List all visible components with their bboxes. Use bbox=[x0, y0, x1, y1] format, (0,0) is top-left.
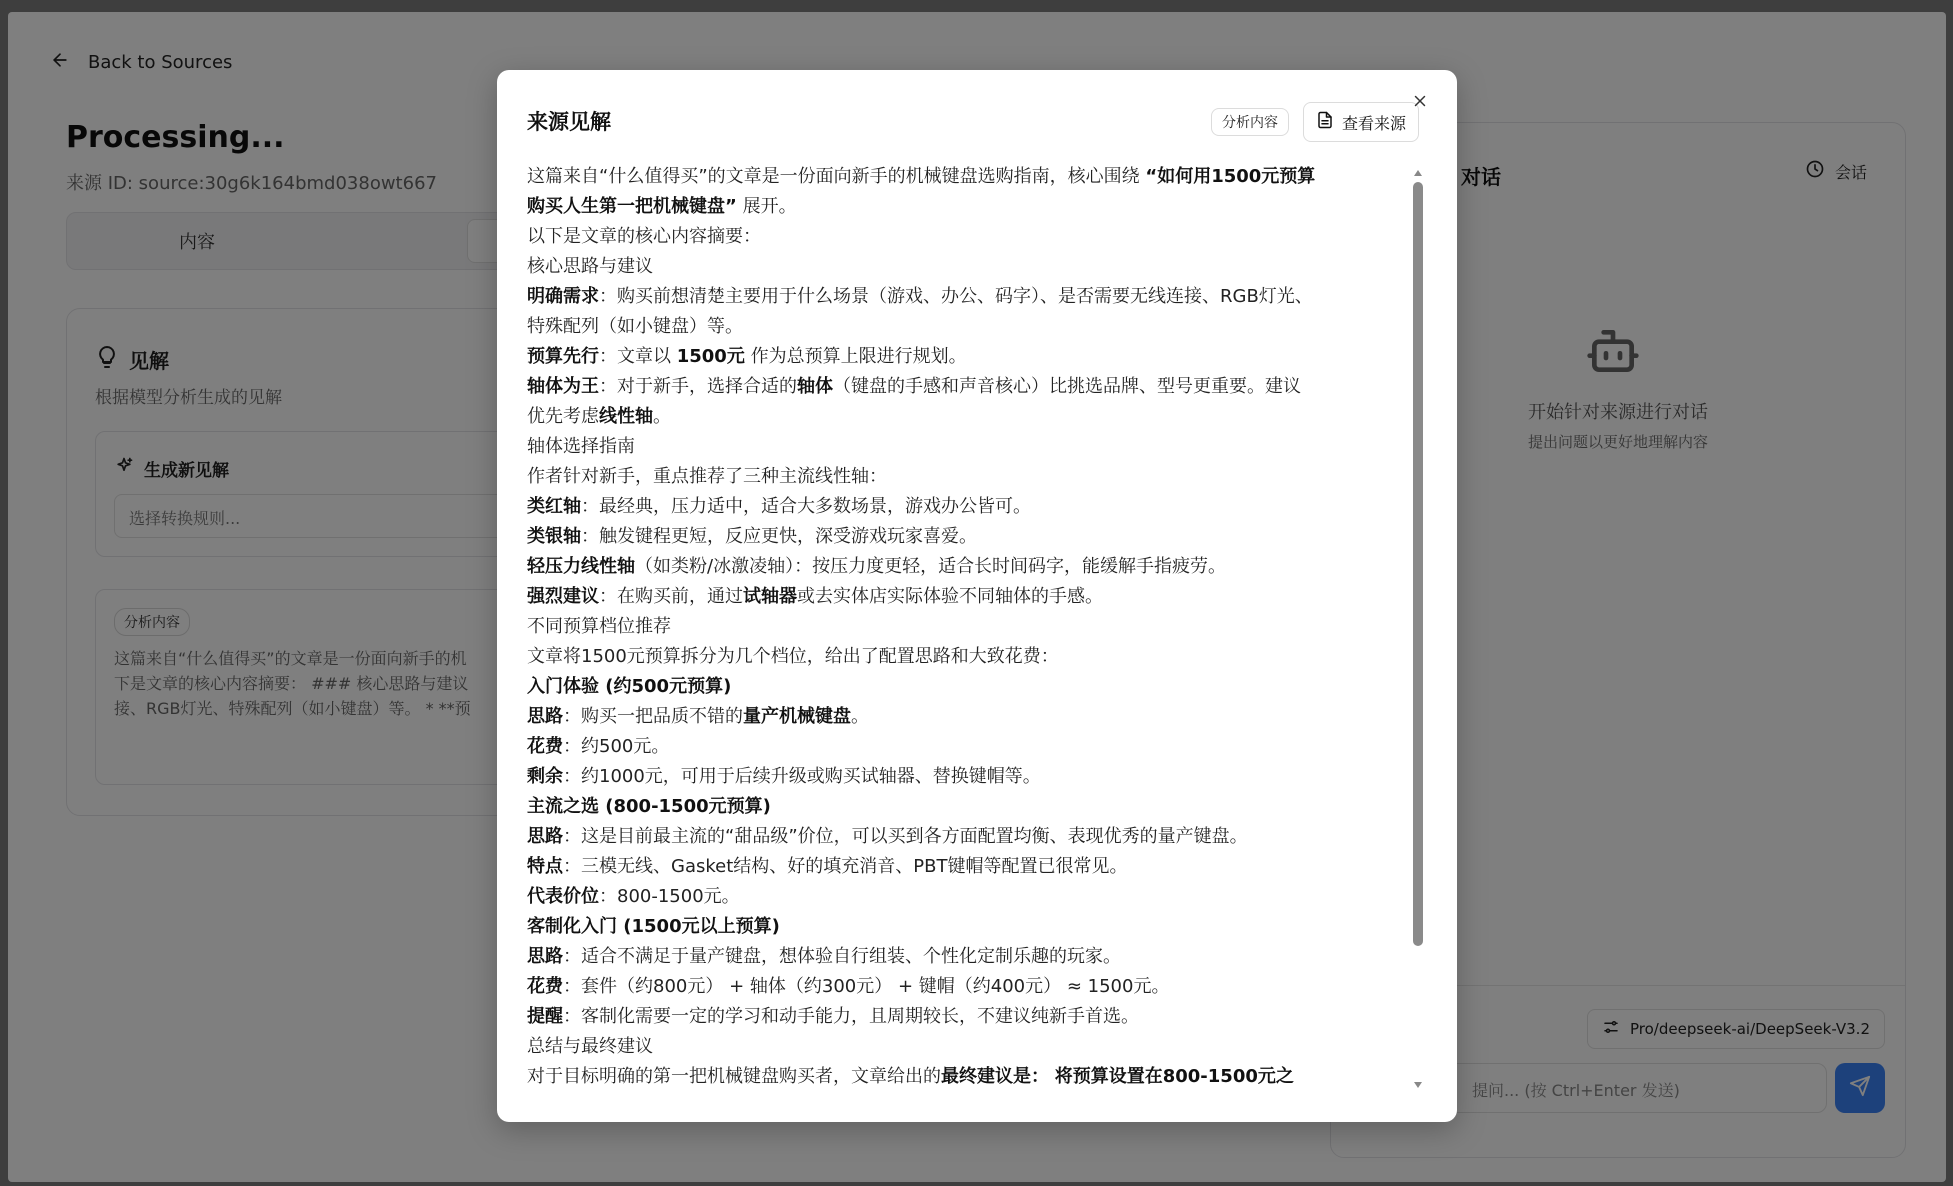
text-run: 。 bbox=[851, 706, 869, 727]
content-line bbox=[527, 462, 1425, 492]
content-line bbox=[527, 552, 1425, 582]
content-line bbox=[527, 792, 1425, 822]
text-run: ：客制化需要一定的学习和动手能力，且周期较长，不建议纯新手首选。 bbox=[563, 1006, 1139, 1027]
file-text-icon bbox=[1316, 111, 1334, 133]
content-line bbox=[527, 252, 1425, 282]
text-run: ：最经典，压力适中，适合大多数场景，游戏办公皆可。 bbox=[581, 496, 1031, 517]
content-line bbox=[527, 612, 1425, 642]
text-run: 展开。 bbox=[736, 196, 797, 217]
content-line bbox=[527, 432, 1425, 462]
text-run: 。 bbox=[653, 406, 671, 427]
scroll-up-arrow-icon[interactable] bbox=[1414, 170, 1422, 176]
content-line bbox=[527, 492, 1425, 522]
text-run: ：约500元。 bbox=[563, 736, 670, 757]
content-line bbox=[527, 942, 1425, 972]
bold-text: 1500元 bbox=[676, 346, 745, 367]
content-line bbox=[527, 642, 1425, 672]
text-run: 优先考虑 bbox=[527, 406, 599, 427]
content-line bbox=[527, 402, 1425, 432]
source-insight-dialog bbox=[497, 70, 1457, 1122]
close-icon bbox=[1411, 92, 1429, 114]
text-run: （如类粉/冰激凌轴）：按压力度更轻，适合长时间码字，能缓解手指疲劳。 bbox=[635, 556, 1227, 577]
text-run: 轴体选择指南 bbox=[527, 436, 635, 457]
text-run: ：约1000元，可用于后续升级或购买试轴器、替换键帽等。 bbox=[563, 766, 1041, 787]
text-run: 特殊配列（如小键盘）等。 bbox=[527, 316, 743, 337]
dialog-title: 来源见解 bbox=[527, 110, 611, 134]
content-line bbox=[527, 1062, 1425, 1092]
bold-text: 将预算设置在800-1500元之 bbox=[1054, 1066, 1294, 1087]
content-line bbox=[527, 852, 1425, 882]
bold-text: 预算先行 bbox=[527, 346, 599, 367]
bold-text: 花费 bbox=[527, 976, 563, 997]
content-line bbox=[527, 972, 1425, 1002]
text-run: ：在购买前，通过 bbox=[599, 586, 743, 607]
scrollbar[interactable] bbox=[1411, 164, 1425, 1092]
content-line bbox=[527, 912, 1425, 942]
text-run: ：适合不满足于量产键盘，想体验自行组装、个性化定制乐趣的玩家。 bbox=[563, 946, 1121, 967]
text-run: 作者针对新手，重点推荐了三种主流线性轴： bbox=[527, 466, 887, 487]
content-line bbox=[527, 672, 1425, 702]
text-run: 作为总预算上限进行规划。 bbox=[744, 346, 967, 367]
text-run: ：这是目前最主流的“甜品级”价位，可以买到各方面配置均衡、表现优秀的量产键盘。 bbox=[563, 826, 1248, 847]
bold-text: 剩余 bbox=[527, 766, 563, 787]
view-source-button[interactable] bbox=[1303, 102, 1419, 142]
bold-text: 思路 bbox=[527, 826, 563, 847]
content-line bbox=[527, 312, 1425, 342]
text-run: ：对于新手，选择合适的 bbox=[599, 376, 797, 397]
content-line bbox=[527, 282, 1425, 312]
text-run: 核心思路与建议 bbox=[527, 256, 653, 277]
bold-text: 类红轴 bbox=[527, 496, 581, 517]
text-run: ：文章以 bbox=[599, 346, 677, 367]
bold-text: 提醒 bbox=[527, 1006, 563, 1027]
text-run: ：触发键程更短，反应更快，深受游戏玩家喜爱。 bbox=[581, 526, 977, 547]
content-line bbox=[527, 522, 1425, 552]
bold-text: 明确需求 bbox=[527, 286, 599, 307]
insight-content bbox=[527, 162, 1425, 1092]
bold-text: 强烈建议 bbox=[527, 586, 599, 607]
bold-text: 轻压力线性轴 bbox=[527, 556, 635, 577]
content-line bbox=[527, 1002, 1425, 1032]
content-line bbox=[527, 822, 1425, 852]
content-line bbox=[527, 732, 1425, 762]
text-run: ：购买一把品质不错的 bbox=[563, 706, 743, 727]
text-run: 不同预算档位推荐 bbox=[527, 616, 671, 637]
bold-text: 轴体为王 bbox=[527, 376, 599, 397]
text-run: ：购买前想清楚主要用于什么场景（游戏、办公、码字）、是否需要无线连接、RGB灯光、 bbox=[599, 286, 1313, 307]
content-line bbox=[527, 222, 1425, 252]
text-run: 对于目标明确的第一把机械键盘购买者，文章给出的 bbox=[527, 1066, 941, 1087]
content-line bbox=[527, 1032, 1425, 1062]
bold-text: 试轴器 bbox=[743, 586, 797, 607]
bold-text: 特点 bbox=[527, 856, 563, 877]
bold-text: 思路 bbox=[527, 946, 563, 967]
bold-text: 入门体验 (约500元预算) bbox=[527, 676, 732, 697]
text-run: ：三模无线、Gasket结构、好的填充消音、PBT键帽等配置已很常见。 bbox=[563, 856, 1128, 877]
text-run: ：800-1500元。 bbox=[599, 886, 740, 907]
text-run: （键盘的手感和声音核心）比挑选品牌、型号更重要。建议 bbox=[833, 376, 1301, 397]
content-line bbox=[527, 702, 1425, 732]
bold-text: 客制化入门 (1500元以上预算) bbox=[527, 916, 780, 937]
bold-text: 购买人生第一把机械键盘” bbox=[527, 196, 737, 217]
bold-text: 主流之选 (800-1500元预算) bbox=[527, 796, 771, 817]
bold-text: 花费 bbox=[527, 736, 563, 757]
bold-text: 量产机械键盘 bbox=[743, 706, 851, 727]
bold-text: 线性轴 bbox=[599, 406, 653, 427]
text-run: 这篇来自“什么值得买”的文章是一份面向新手的机械键盘选购指南，核心围绕 bbox=[527, 166, 1146, 187]
content-line bbox=[527, 342, 1425, 372]
bold-text: 代表价位 bbox=[527, 886, 599, 907]
scroll-down-arrow-icon[interactable] bbox=[1414, 1082, 1422, 1088]
insight-content-scroll[interactable] bbox=[527, 162, 1425, 1092]
text-run: 文章将1500元预算拆分为几个档位，给出了配置思路和大致花费： bbox=[527, 646, 1059, 667]
scrollbar-thumb[interactable] bbox=[1413, 182, 1423, 946]
bold-text: 轴体 bbox=[797, 376, 833, 397]
bold-text: “如何用1500元预算 bbox=[1145, 166, 1316, 187]
content-line bbox=[527, 582, 1425, 612]
content-line bbox=[527, 882, 1425, 912]
close-button[interactable] bbox=[1409, 92, 1431, 114]
bold-text: 类银轴 bbox=[527, 526, 581, 547]
analysis-badge: 分析内容 bbox=[1211, 108, 1289, 136]
content-line bbox=[527, 162, 1425, 192]
view-source-label: 查看来源 bbox=[1342, 113, 1407, 133]
text-run: 总结与最终建议 bbox=[527, 1036, 653, 1057]
text-run: 以下是文章的核心内容摘要： bbox=[527, 226, 761, 247]
content-line bbox=[527, 762, 1425, 792]
content-line bbox=[527, 372, 1425, 402]
bold-text: 思路 bbox=[527, 706, 563, 727]
text-run: ：套件（约800元） + 轴体（约300元） + 键帽（约400元） ≈ 1500元。 bbox=[563, 976, 1170, 997]
content-line bbox=[527, 192, 1425, 222]
text-run: 或去实体店实际体验不同轴体的手感。 bbox=[797, 586, 1103, 607]
bold-text: 最终建议是： bbox=[941, 1066, 1049, 1087]
